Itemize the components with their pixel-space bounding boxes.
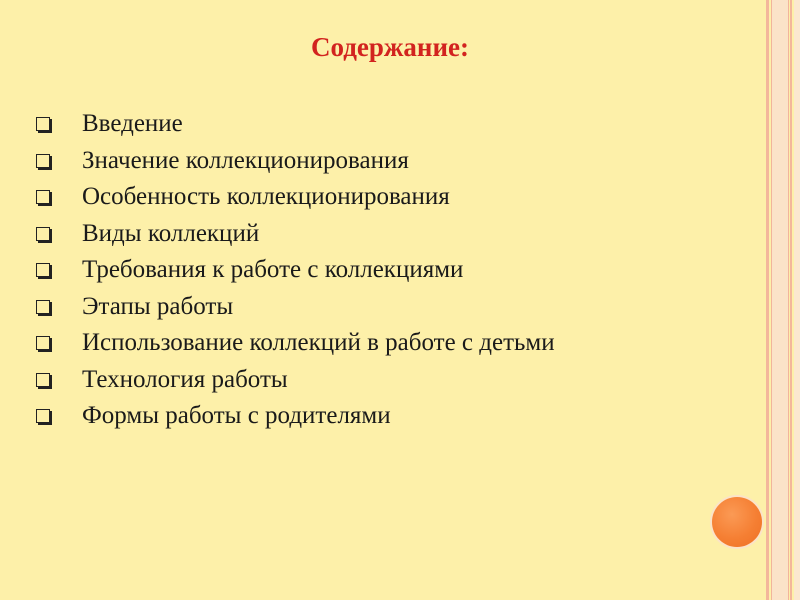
list-item-label: Особенность коллекционирования bbox=[82, 183, 450, 211]
list-item bbox=[36, 398, 555, 435]
list-item-label: Требования к работе с коллекциями bbox=[82, 256, 464, 284]
list-item-label: Использование коллекций в работе с детьми bbox=[82, 329, 555, 357]
checkbox-square-icon bbox=[36, 300, 50, 314]
checkbox-square-icon bbox=[36, 190, 50, 204]
list-item-label: Этапы работы bbox=[82, 292, 234, 320]
decorative-stripe bbox=[766, 0, 769, 600]
list-item bbox=[36, 325, 555, 362]
slide-title: Содержание: bbox=[310, 32, 470, 62]
checkbox-square-icon bbox=[36, 336, 50, 350]
list-item bbox=[36, 179, 555, 216]
list-item bbox=[36, 106, 555, 143]
checkbox-square-icon bbox=[36, 373, 50, 387]
list-item bbox=[36, 216, 555, 253]
list-item bbox=[36, 252, 555, 289]
contents-list bbox=[36, 106, 555, 435]
checkbox-square-icon bbox=[36, 154, 50, 168]
checkbox-square-icon bbox=[36, 263, 50, 277]
checkbox-square-icon bbox=[36, 227, 50, 241]
list-item bbox=[36, 362, 555, 399]
decorative-stripe bbox=[790, 0, 792, 600]
checkbox-square-icon bbox=[36, 409, 50, 423]
decorative-stripe bbox=[771, 0, 789, 600]
list-item-label: Значение коллекционирования bbox=[82, 146, 409, 174]
list-item-label: Введение bbox=[82, 110, 183, 138]
list-item bbox=[36, 289, 555, 326]
list-item-label: Виды коллекций bbox=[82, 219, 260, 247]
orange-circle-decoration bbox=[712, 497, 762, 547]
list-item-label: Технология работы bbox=[82, 365, 288, 393]
list-item bbox=[36, 143, 555, 180]
list-item-label: Формы работы с родителями bbox=[82, 402, 391, 430]
checkbox-square-icon bbox=[36, 117, 50, 131]
decorative-stripe bbox=[794, 0, 800, 600]
